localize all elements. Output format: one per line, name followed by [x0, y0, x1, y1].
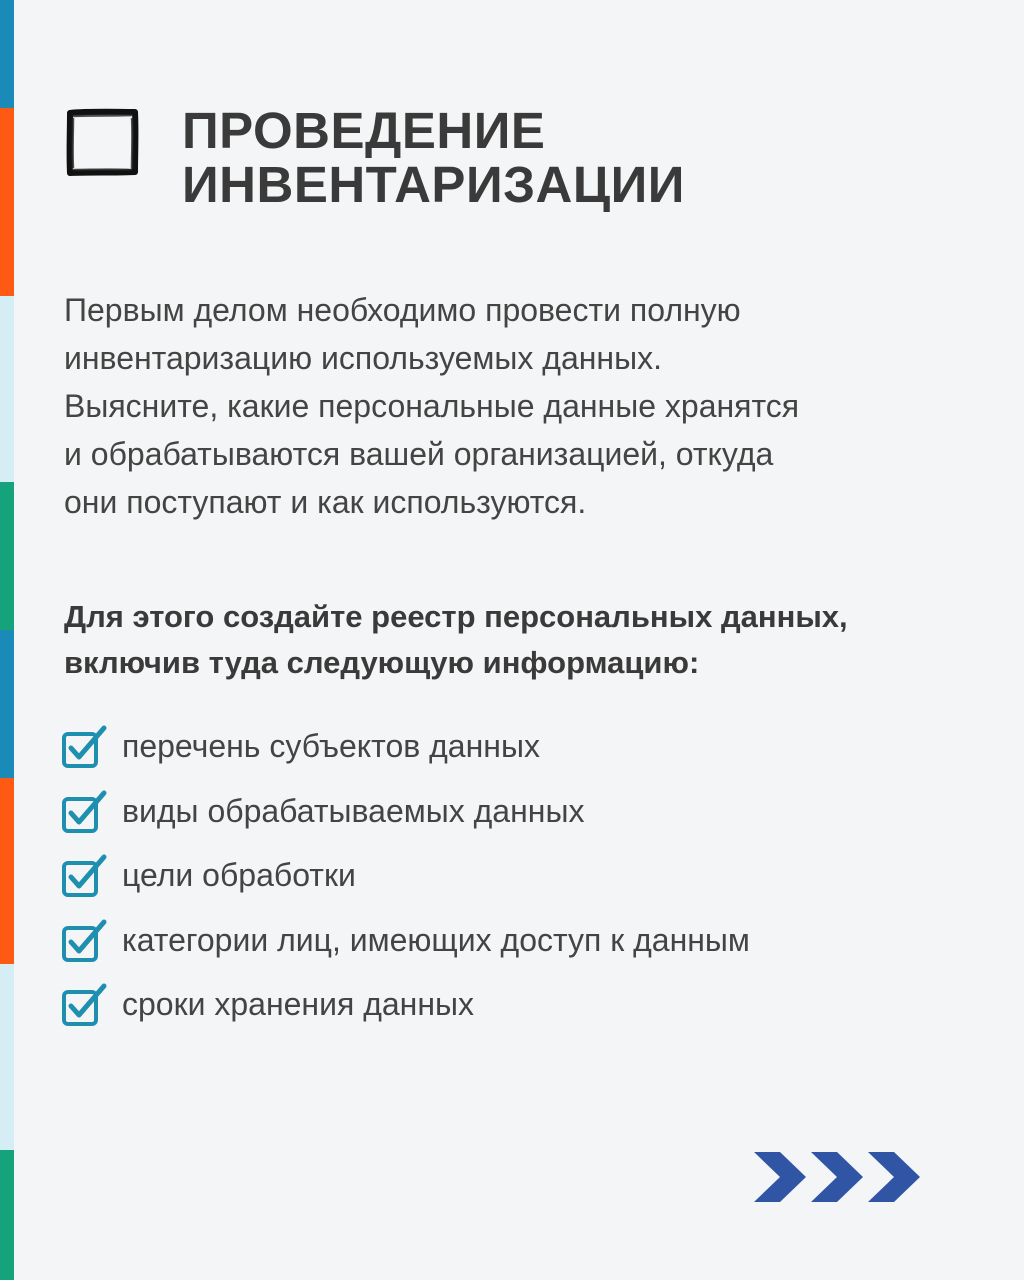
edge-segment	[0, 964, 14, 1150]
edge-segment	[0, 108, 14, 296]
checklist-item	[60, 908, 750, 973]
checklist-item	[60, 714, 750, 779]
checked-checkbox-icon	[60, 853, 108, 901]
checklist-item-label: перечень субъектов данных	[122, 728, 540, 765]
checklist-item-label: категории лиц, имеющих доступ к данным	[122, 921, 750, 958]
intro-paragraph	[64, 286, 964, 526]
title-line: ПРОВЕДЕНИЕ	[182, 102, 546, 159]
checked-checkbox-icon	[60, 724, 108, 772]
intro-line: они поступают и как используются.	[64, 484, 587, 520]
next-arrows-icon[interactable]	[754, 1150, 922, 1204]
checklist-item	[60, 843, 750, 908]
checked-checkbox-icon	[60, 982, 108, 1030]
edge-segment	[0, 296, 14, 482]
lead-line: Для этого создайте реестр персональных данных,	[64, 599, 848, 634]
empty-checkbox-icon	[64, 106, 140, 178]
checklist-item-label: цели обработки	[122, 857, 356, 894]
page-title	[182, 104, 685, 212]
intro-line: и обрабатываются вашей организацией, откуда	[64, 436, 774, 472]
checked-checkbox-icon	[60, 789, 108, 837]
intro-line: Выясните, какие персональные данные хранятся	[64, 388, 800, 424]
checklist-item-label: виды обрабатываемых данных	[122, 792, 585, 829]
checked-checkbox-icon	[60, 918, 108, 966]
intro-line: Первым делом необходимо провести полную	[64, 292, 741, 328]
title-line: ИНВЕНТАРИЗАЦИИ	[182, 156, 685, 213]
intro-line: инвентаризацию используемых данных.	[64, 340, 662, 376]
edge-segment	[0, 0, 14, 108]
checklist-item	[60, 972, 750, 1037]
edge-segment	[0, 778, 14, 964]
lead-paragraph	[64, 594, 1004, 686]
edge-color-strip	[0, 0, 14, 1280]
edge-segment	[0, 482, 14, 630]
edge-segment	[0, 630, 14, 778]
lead-line: включив туда следующую информацию:	[64, 645, 700, 680]
checklist-item-label: сроки хранения данных	[122, 986, 474, 1023]
checklist	[60, 714, 750, 1037]
checklist-item	[60, 779, 750, 844]
edge-segment	[0, 1150, 14, 1280]
